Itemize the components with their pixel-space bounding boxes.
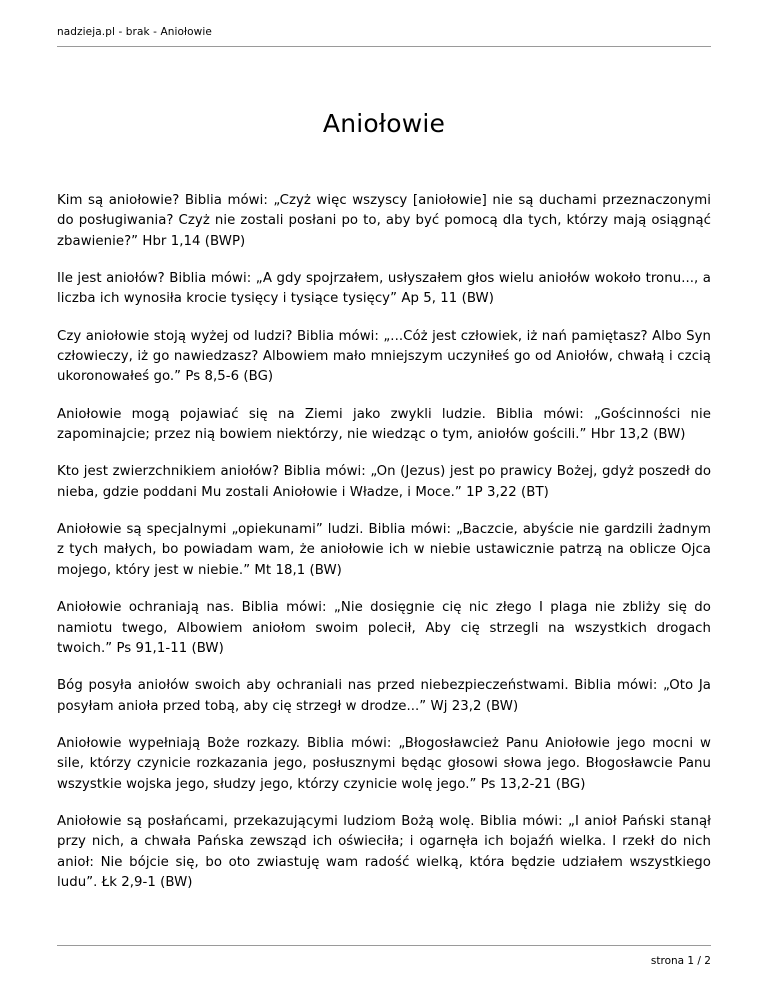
page-header: nadzieja.pl - brak - Aniołowie: [57, 26, 212, 38]
paragraph: Aniołowie wypełniają Boże rozkazy. Biblia mówi: „Błogosławcież Panu Aniołowie jego mocni w sile, którzy czynicie rozkazania jego, posłusznymi będąc głosowi słowa jego. Błogosławcie Panu wszystkie wojska jego, słudzy jego, którzy czynicie wolę jego.” Ps 13,2-21 (BG): [57, 735, 711, 792]
paragraph: Bóg posyła aniołów swoich aby ochraniali nas przed niebezpieczeństwami. Biblia mówi: „Oto Ja posyłam anioła przed tobą, aby cię strzegł w drodze...” Wj 23,2 (BW): [57, 678, 711, 714]
paragraph: Kim są aniołowie? Biblia mówi: „Czyż więc wszyscy [aniołowie] nie są duchami przeznaczonymi do posługiwania? Czyż nie zostali posłani po to, aby być pomocą dla tych, którzy mają osiągnąć zbawienie?” Hbr 1,14 (BWP): [57, 193, 711, 249]
paragraph: Aniołowie ochraniają nas. Biblia mówi: „Nie dosięgnie cię nic złego I plaga nie zbliży się do namiotu twego, Albowiem aniołom swoim polecił, Aby cię strzegli na wszystkich drogach twoich.” Ps 91,1-11 (BW): [57, 600, 711, 656]
paragraph: Aniołowie są specjalnymi „opiekunami” ludzi. Biblia mówi: „Baczcie, abyście nie gardzili żadnym z tych małych, bo powiadam wam, że aniołowie ich w niebie ustawicznie patrzą na oblicze Ojca mojego, który jest w niebie.” Mt 18,1 (BW): [57, 522, 711, 578]
page-title: Aniołowie: [322, 109, 446, 138]
paragraph: Czy aniołowie stoją wyżej od ludzi? Biblia mówi: „...Cóż jest człowiek, iż nań pamiętasz? Albo Syn człowieczy, iż go nawiedzasz? Albowiem mało mniejszym uczyniłeś go od Aniołów, chwałą i czcią ukoronowałeś go.” Ps 8,5-6 (BG): [57, 328, 711, 385]
document-body: [57, 138, 711, 893]
page-footer: strona 1 / 2: [650, 955, 711, 967]
paragraph: Aniołowie są posłańcami, przekazującymi ludziom Bożą wolę. Biblia mówi: „I anioł Pański stanął przy nich, a chwała Pańska zewsząd ich oświeciła; i ogarnęła ich bojaźń wielka. I rzekł do nich anioł: Nie bójcie się, bo oto zwiastuję wam radość wielką, która będzie udziałem wszystkiego ludu”. Łk 2,9-1 (BW): [57, 813, 711, 890]
paragraph: Kto jest zwierzchnikiem aniołów? Biblia mówi: „On (Jezus) jest po prawicy Bożej, gdyż poszedł do nieba, gdzie poddani Mu zostali Aniołowie i Władze, i Moce.” 1P 3,22 (BT): [57, 464, 711, 500]
footer-divider: [57, 945, 711, 946]
paragraph: Ile jest aniołów? Biblia mówi: „A gdy spojrzałem, usłyszałem głos wielu aniołów wokoło tronu..., a liczba ich wynosiła krocie tysięcy i tysiące tysięcy” Ap 5, 11 (BW): [57, 271, 711, 307]
paragraph: Aniołowie mogą pojawiać się na Ziemi jako zwykli ludzie. Biblia mówi: „Gościnności nie zapominajcie; przez nią bowiem niektórzy, nie wiedząc o tym, aniołów gościli.” Hbr 13,2 (BW): [57, 406, 711, 443]
